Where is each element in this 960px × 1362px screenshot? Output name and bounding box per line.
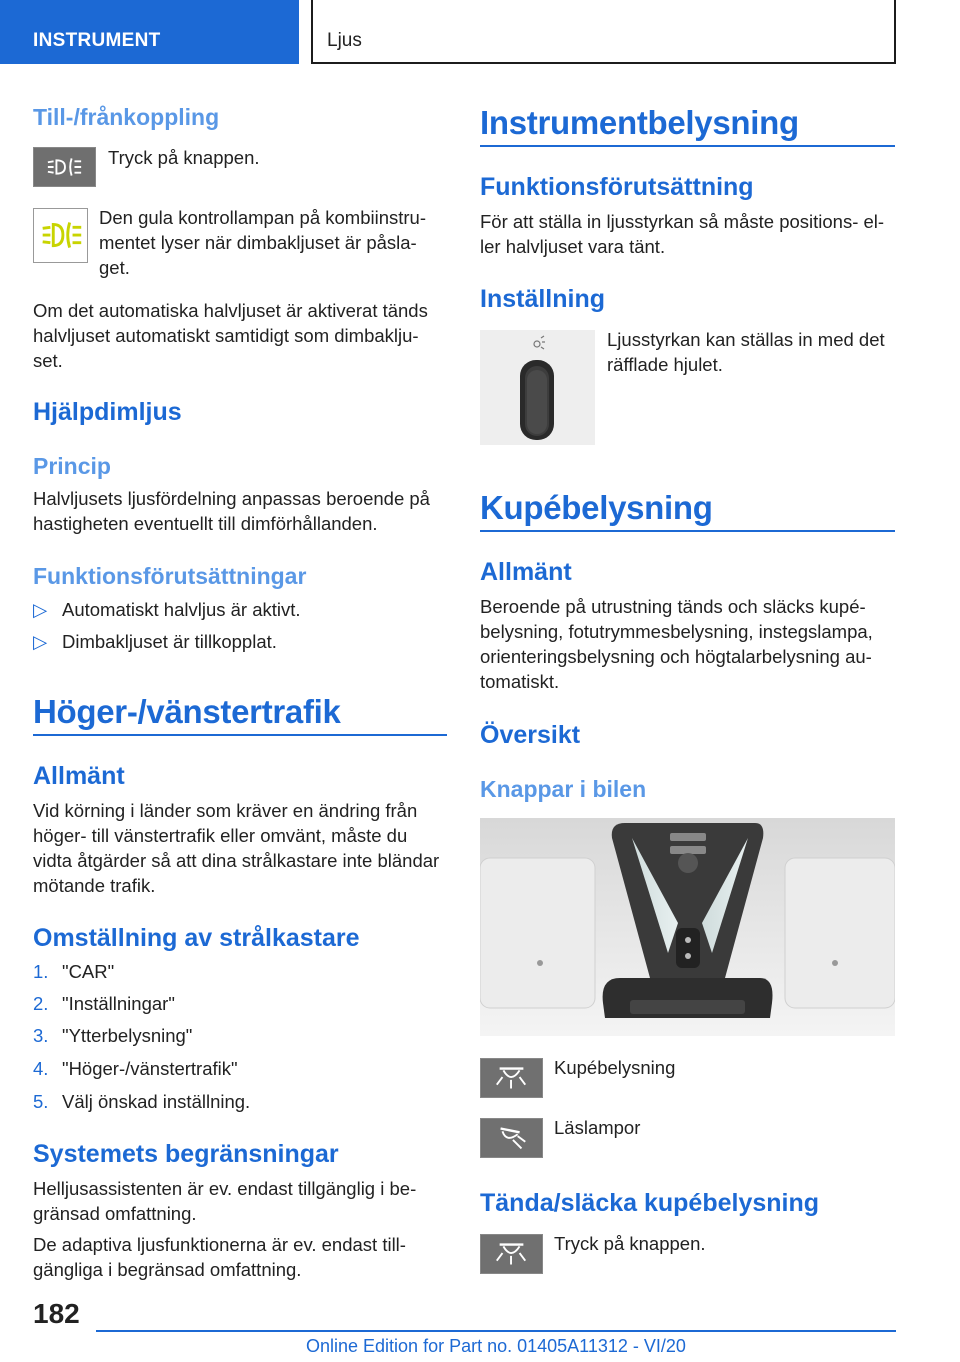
step-number: 5. (33, 1091, 49, 1112)
footer-rule (96, 1330, 896, 1332)
chapter-tab (0, 0, 299, 64)
list-item-text: Dimbakljuset är tillkopplat. (62, 631, 277, 652)
para-indicator (99, 205, 426, 280)
interior-light-icon (480, 1234, 543, 1274)
heading-requirements: Funktionsförutsättningar (33, 563, 307, 589)
overhead-console-image (480, 818, 895, 1036)
para-brightness (607, 327, 885, 377)
reading-light-icon (480, 1118, 543, 1158)
heading-principle: Princip (33, 453, 111, 479)
para-interior (480, 594, 873, 694)
legend-reading: Läslampor (554, 1117, 641, 1138)
text-line: Om det automatiska halvljuset är aktiverat tänds (33, 300, 428, 321)
para-principle (33, 486, 430, 536)
text-line: gängliga i begränsad omfattning. (33, 1259, 302, 1280)
step-text: Välj önskad inställning. (62, 1091, 251, 1112)
text-line: Den gula kontrollampan på kombiinstru- (99, 207, 427, 228)
text-line: ler halvljuset vara tänt. (480, 236, 666, 257)
text-line: höger- till vänstertrafik eller omvänt, måste du (33, 825, 408, 846)
heading-general: Allmänt (33, 762, 125, 790)
text-line: räfflade hjulet. (607, 354, 723, 375)
heading-function-requirement: Funktionsförutsättning (480, 173, 754, 201)
para-press-button: Tryck på knappen. (108, 147, 260, 168)
bullet-icon: ▷ (33, 599, 48, 620)
step-text: "Ytterbelysning" (62, 1025, 193, 1046)
heading-on-off: Till-/frånkoppling (33, 104, 220, 130)
thumbwheel-image (480, 330, 595, 445)
chapter-title: INSTRUMENT (33, 30, 161, 51)
text-line: Beroende på utrustning tänds och släcks kupé- (480, 596, 866, 617)
step-number: 2. (33, 993, 49, 1014)
topic-title: Ljus (327, 30, 362, 51)
para-limit-1 (33, 1176, 416, 1226)
heading-auxiliary-fog: Hjälpdimljus (33, 398, 182, 426)
step-number: 3. (33, 1025, 49, 1046)
text-line: Helljusassistenten är ev. endast tillgänglig i be- (33, 1178, 417, 1199)
step-number: 1. (33, 961, 49, 982)
text-line: set. (33, 350, 63, 371)
text-line: hastigheten eventuellt till dimförhållanden. (33, 513, 378, 534)
step-text: "CAR" (62, 961, 115, 982)
topic-tab (311, 0, 896, 64)
heading-headlight-adjust: Omställning av strålkastare (33, 924, 360, 952)
heading-buttons-in-car: Knappar i bilen (480, 776, 647, 802)
heading-setting: Inställning (480, 285, 605, 313)
para-limit-2 (33, 1232, 406, 1282)
heading-rule (480, 145, 895, 147)
text-line: Halvljusets ljusfördelning anpassas beroende på (33, 488, 430, 509)
rear-fog-indicator-icon (33, 208, 88, 263)
heading-overview: Översikt (480, 721, 581, 749)
text-line: mentet lyser när dimbakljuset är påsla- (99, 232, 417, 253)
text-line: orienteringsbelysning och högtalarbelysning au- (480, 646, 872, 667)
heading-instrument-lighting: Instrumentbelysning (480, 104, 799, 141)
step-text: "Höger-/vänstertrafik" (62, 1058, 238, 1079)
heading-rule (480, 530, 895, 532)
list-item-text: Automatiskt halvljus är aktivt. (62, 599, 301, 620)
heading-interior-lighting: Kupébelysning (480, 489, 713, 526)
para-press-button-right: Tryck på knappen. (554, 1233, 706, 1254)
bullet-icon: ▷ (33, 631, 48, 652)
text-line: vidta åtgärder så att dina strålkastare inte bländar (33, 850, 440, 871)
text-line: mötande trafik. (33, 875, 156, 896)
para-requirement (480, 209, 884, 259)
edition-note: Online Edition for Part no. 01405A11312 - VI/20 (306, 1336, 686, 1356)
text-line: Vid körning i länder som kräver en ändring från (33, 800, 418, 821)
text-line: De adaptiva ljusfunktionerna är ev. endast till- (33, 1234, 406, 1255)
heading-general-right: Allmänt (480, 558, 572, 586)
para-traffic (33, 798, 439, 898)
text-line: tomatiskt. (480, 671, 560, 692)
step-text: "Inställningar" (62, 993, 175, 1014)
text-line: get. (99, 257, 130, 278)
para-auto-lowbeam (33, 298, 428, 373)
heading-rule (33, 734, 447, 736)
text-line: belysning, fotutrymmesbelysning, instegslampa, (480, 621, 873, 642)
heading-limitations: Systemets begränsningar (33, 1140, 339, 1168)
page-number: 182 (33, 1298, 80, 1329)
text-line: Ljusstyrkan kan ställas in med det (607, 329, 885, 350)
heading-traffic: Höger-/vänstertrafik (33, 693, 341, 730)
text-line: halvljuset automatiskt samtidigt som dimbaklju- (33, 325, 419, 346)
text-line: För att ställa in ljusstyrkan så måste positions- el- (480, 211, 885, 232)
fog-light-button-icon (33, 147, 96, 187)
legend-interior: Kupébelysning (554, 1057, 676, 1078)
step-number: 4. (33, 1058, 49, 1079)
heading-toggle-interior: Tända/släcka kupébelysning (480, 1189, 820, 1217)
interior-light-icon (480, 1058, 543, 1098)
text-line: gränsad omfattning. (33, 1203, 197, 1224)
